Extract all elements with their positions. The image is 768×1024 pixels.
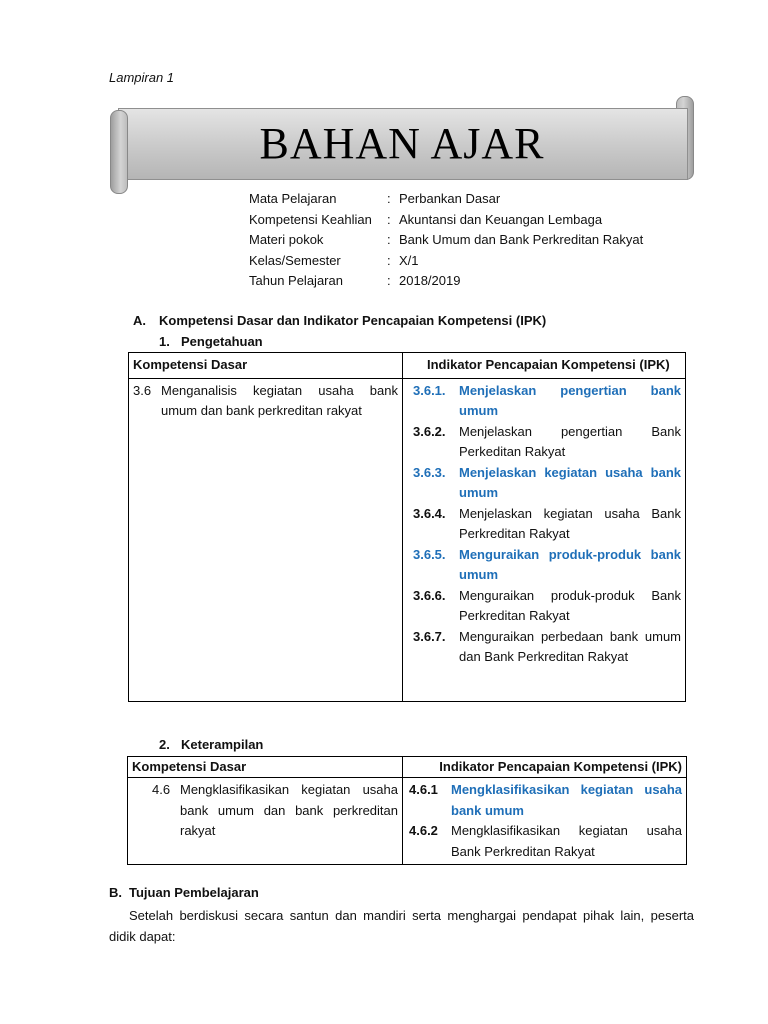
- info-row: [249, 230, 643, 251]
- page-title: BAHAN AJAR: [259, 119, 545, 168]
- header-ipk: Indikator Pencapaian Kompetensi (IPK): [403, 353, 686, 379]
- ipk-num: 3.6.7.: [413, 628, 446, 644]
- kd-cell: [129, 378, 403, 701]
- kd-text: Menganalisis kegiatan usaha bank umum dan bank perkreditan rakyat: [161, 382, 398, 418]
- kd-num: 3.6: [133, 382, 152, 398]
- ipk-num: 4.6.1: [409, 782, 438, 797]
- info-label: Mata Pelajaran: [249, 191, 337, 206]
- table-header-row: [129, 353, 686, 379]
- sub1-num: 1.: [159, 334, 170, 349]
- ipk-num: 3.6.6.: [413, 587, 446, 603]
- section-b-letter: B.: [109, 885, 122, 900]
- section-b-title: Tujuan Pembelajaran: [129, 885, 259, 900]
- info-row: [249, 251, 643, 272]
- list-item: [413, 463, 681, 504]
- list-item: [409, 780, 682, 821]
- ipk-text: Menguraikan produk-produk bank umum: [459, 546, 681, 582]
- info-colon: :: [387, 191, 391, 206]
- ipk-text: Menguraikan perbedaan bank umum dan Bank Perkreditan Rakyat: [459, 628, 681, 664]
- section-b-heading: [109, 885, 259, 900]
- ipk-text: Menjelaskan kegiatan usaha Bank Perkreditan Rakyat: [459, 505, 681, 541]
- ipk-text: Mengklasifikasikan kegiatan usaha bank umum: [451, 782, 682, 818]
- ipk-num: 4.6.2: [409, 823, 438, 838]
- ipk-cell: [403, 378, 686, 701]
- kd-cell: [128, 778, 403, 865]
- info-value: X/1: [399, 252, 419, 268]
- ipk-num: 3.6.2.: [413, 423, 446, 439]
- ipk-list: [409, 780, 682, 862]
- table-row: [129, 378, 686, 701]
- info-value: 2018/2019: [399, 273, 461, 288]
- sub2-num: 2.: [159, 737, 170, 752]
- info-value: Akuntansi dan Keuangan Lembaga: [399, 211, 603, 227]
- header-ipk: Indikator Pencapaian Kompetensi (IPK): [403, 757, 687, 778]
- section-a-title: Kompetensi Dasar dan Indikator Pencapaian Kompetensi (IPK): [159, 313, 547, 328]
- ipk-num: 3.6.5.: [413, 546, 446, 562]
- info-colon: :: [387, 211, 391, 227]
- ipk-text: Menguraikan produk-produk Bank Perkreditan Rakyat: [459, 587, 681, 623]
- ipk-list: [413, 381, 681, 668]
- ipk-num: 3.6.1.: [413, 382, 446, 398]
- info-label: Kelas/Semester: [249, 252, 341, 268]
- info-row: [249, 210, 643, 231]
- section-a-letter: A.: [133, 313, 146, 328]
- sub1-title: Pengetahuan: [181, 334, 263, 349]
- ipk-text: Menjelaskan pengertian bank umum: [459, 382, 681, 418]
- list-item: [413, 381, 681, 422]
- info-row: [249, 271, 643, 292]
- section-a-heading: [133, 313, 546, 328]
- ipk-num: 3.6.3.: [413, 464, 446, 480]
- list-item: [413, 422, 681, 463]
- sub1-heading: [159, 334, 263, 349]
- kd-num: 4.6: [152, 782, 171, 797]
- info-colon: :: [387, 273, 391, 288]
- table-pengetahuan: [128, 352, 686, 702]
- attachment-label: Lampiran 1: [109, 70, 175, 85]
- tujuan-paragraph: Setelah berdiskusi secara santun dan mandiri serta menghargai pendapat pihak lain, peserta didik dapat:: [109, 908, 694, 944]
- kd-text: Mengklasifikasikan kegiatan usaha bank umum dan bank perkreditan rakyat: [180, 782, 398, 838]
- info-label: Tahun Pelajaran: [249, 273, 343, 288]
- info-colon: :: [387, 232, 391, 247]
- header-kd: Kompetensi Dasar: [129, 353, 403, 379]
- sub2-heading: [159, 737, 263, 752]
- table-row: [128, 778, 687, 865]
- ipk-cell: [403, 778, 687, 865]
- title-banner: [106, 96, 698, 194]
- ipk-text: Menjelaskan pengertian Bank Perkeditan Rakyat: [459, 423, 681, 459]
- info-value: Perbankan Dasar: [399, 191, 501, 206]
- list-item: [413, 504, 681, 545]
- table-keterampilan: [127, 756, 687, 865]
- ipk-text: Mengklasifikasikan kegiatan usaha Bank Perkreditan Rakyat: [451, 823, 682, 859]
- table-header-row: [128, 757, 687, 778]
- header-kd: Kompetensi Dasar: [128, 757, 403, 778]
- ipk-text: Menjelaskan kegiatan usaha bank umum: [459, 464, 681, 500]
- list-item: [413, 627, 681, 668]
- ipk-num: 3.6.4.: [413, 505, 446, 521]
- info-label: Materi pokok: [249, 232, 324, 247]
- list-item: [413, 586, 681, 627]
- list-item: [409, 821, 682, 862]
- info-value: Bank Umum dan Bank Perkreditan Rakyat: [399, 232, 644, 247]
- list-item: [413, 545, 681, 586]
- info-label: Kompetensi Keahlian: [249, 211, 372, 227]
- info-block: [249, 189, 643, 292]
- info-colon: :: [387, 252, 391, 268]
- sub2-title: Keterampilan: [181, 737, 264, 752]
- info-row: [249, 189, 643, 210]
